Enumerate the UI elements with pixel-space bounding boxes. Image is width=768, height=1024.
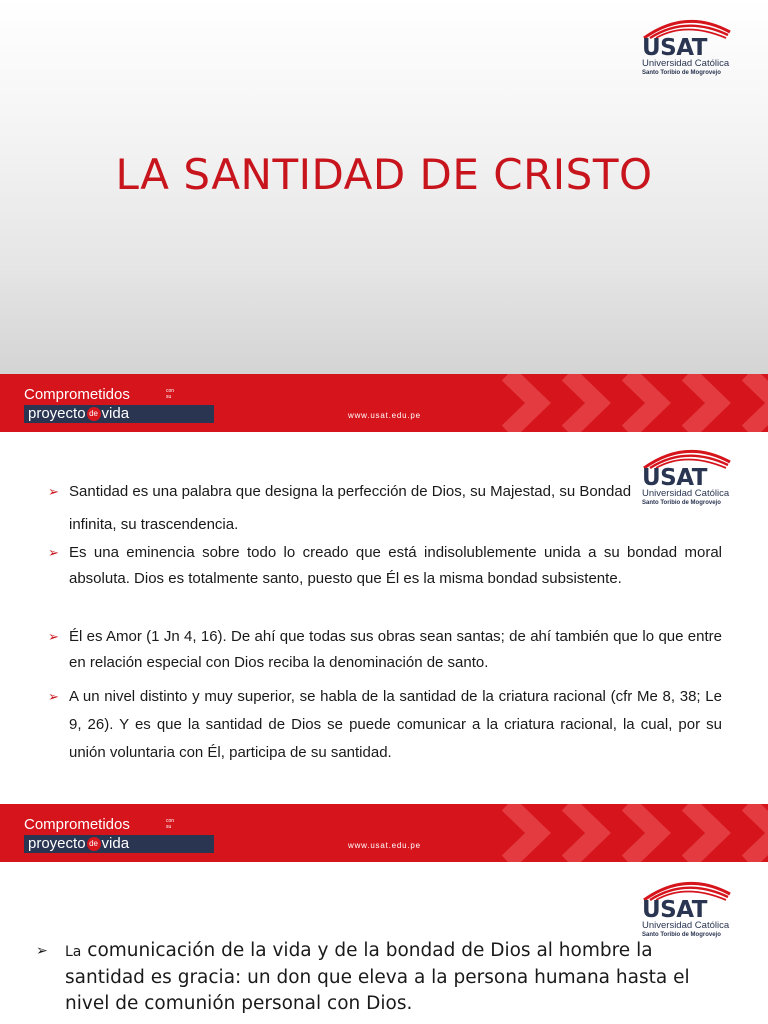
- slogan-small-bottom: su: [166, 824, 172, 830]
- bullet-text: Es una eminencia sobre todo lo creado que está indisolublemente unida a su bondad moral absoluta. Dios es totalmente santo, puesto que Él es la misma bondad subsistente.: [69, 544, 722, 587]
- usat-logo: [640, 444, 732, 522]
- slogan: [24, 386, 214, 426]
- slogan-word-vida: vida: [101, 835, 130, 852]
- bullet-item: [36, 938, 736, 1017]
- logo-brand: USAT: [642, 897, 707, 923]
- bullet-text: Santidad es una palabra que designa la perfección de Dios, su Majestad, su Bondad infinita, su trascendencia.: [69, 483, 632, 533]
- usat-logo: [640, 14, 732, 92]
- content-slide: [0, 432, 768, 804]
- arrow-bullet-icon: ➢: [48, 629, 59, 644]
- arrow-bullet-icon: ➢: [48, 545, 59, 560]
- logo-university-subname: Santo Toribio de Mogrovejo: [642, 500, 721, 506]
- website-url: www.usat.edu.pe: [348, 841, 421, 850]
- footer-band: [0, 374, 768, 432]
- footer-band: [0, 804, 768, 862]
- website-url: www.usat.edu.pe: [348, 411, 421, 420]
- slogan-line1: Comprometidos: [24, 386, 130, 403]
- arrow-bullet-icon: ➢: [36, 943, 48, 959]
- slogan-word-proyecto: proyecto: [28, 405, 86, 422]
- slide-title: LA SANTIDAD DE CRISTO: [115, 150, 653, 199]
- chevron-pattern-icon: [468, 804, 768, 862]
- slogan-small-top: con: [166, 818, 175, 824]
- logo-brand: USAT: [642, 35, 707, 61]
- slogan-small-bottom: su: [166, 394, 172, 400]
- bullet-text: Él es Amor (1 Jn 4, 16). De ahí que todas sus obras sean santas; de ahí también que lo que entre en relación especial con Dios reciba la denominación de santo.: [69, 628, 722, 671]
- arrow-bullet-icon: ➢: [48, 689, 59, 704]
- logo-university-subname: Santo Toribio de Mogrovejo: [642, 932, 721, 938]
- chevron-pattern-icon: [468, 374, 768, 432]
- slogan-line2: [28, 834, 129, 854]
- slogan: [24, 816, 214, 856]
- slogan-line1: Comprometidos: [24, 816, 130, 833]
- bullet-text: A un nivel distinto y muy superior, se habla de la santidad de la criatura racional (cfr Me 8, 38; Le 9, 26). Y es que la santidad de Dios se puede comunicar a la criatura racional, la cual, por su unión voluntaria con Él, participa de su santidad.: [69, 688, 722, 761]
- slogan-word-vida: vida: [101, 405, 130, 422]
- logo-brand: USAT: [642, 465, 707, 491]
- title-slide: [0, 0, 768, 374]
- bullet-lead-word: La: [65, 944, 82, 960]
- bullet-item: [48, 683, 722, 767]
- arrow-bullet-icon: ➢: [48, 484, 59, 499]
- slogan-de-badge: de: [87, 837, 101, 851]
- logo-university-name: Universidad Católica: [642, 488, 730, 499]
- logo-university-name: Universidad Católica: [642, 58, 730, 69]
- slogan-de-badge: de: [87, 407, 101, 421]
- content-slide: [0, 862, 768, 1024]
- bullet-text: [65, 938, 736, 1017]
- logo-university-name: Universidad Católica: [642, 920, 730, 931]
- bullet-item: [48, 624, 722, 676]
- slogan-word-proyecto: proyecto: [28, 835, 86, 852]
- logo-university-subname: Santo Toribio de Mogrovejo: [642, 70, 721, 76]
- bullet-item: [48, 475, 638, 541]
- slogan-small-top: con: [166, 388, 175, 394]
- bullet-body: comunicación de la vida y de la bondad de Dios al hombre la santidad es gracia: un don que eleva a la persona humana hasta el nivel de comunión personal con Dios.: [65, 940, 690, 1014]
- bullet-item: [48, 540, 722, 592]
- slogan-line2: [28, 404, 129, 424]
